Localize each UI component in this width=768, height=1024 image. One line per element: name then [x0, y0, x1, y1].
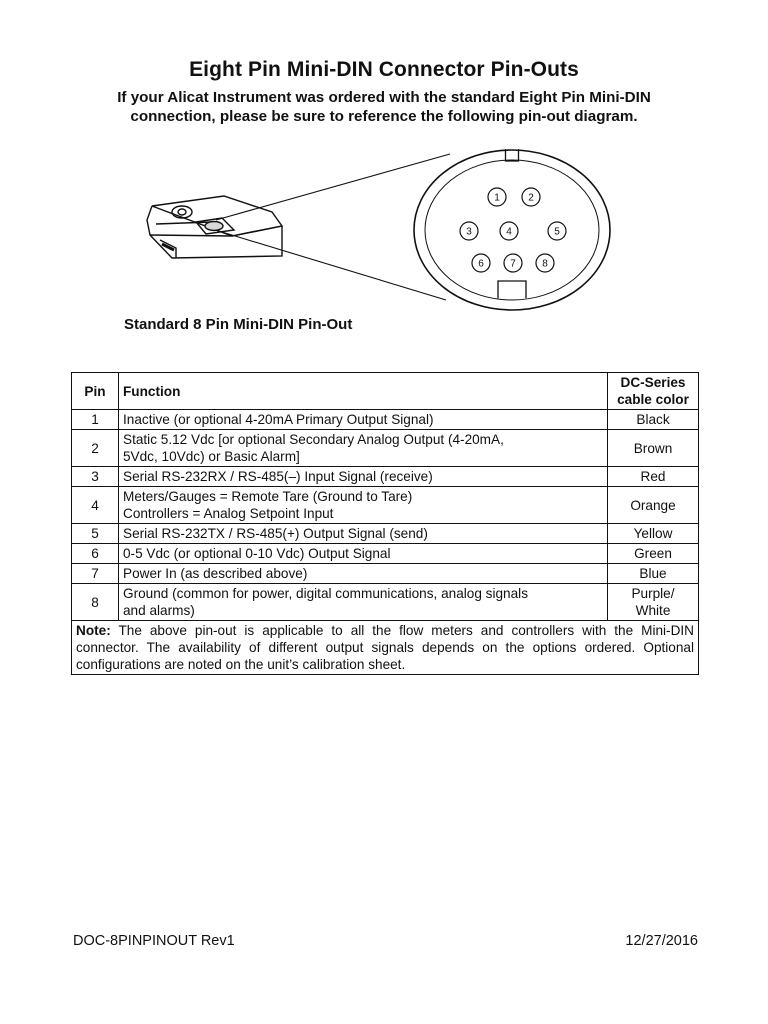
pin-number: 1: [494, 192, 500, 204]
document-date: 12/27/2016: [625, 933, 698, 949]
pin-cell: 1: [72, 410, 119, 430]
subtitle-line: connection, please be sure to reference the following pin-out diagram.: [130, 108, 638, 125]
color-cell: Green: [608, 544, 699, 564]
subtitle: [40, 88, 728, 126]
pin-cell: 5: [72, 524, 119, 544]
pin-cell: 6: [72, 544, 119, 564]
function-line: Ground (common for power, digital communications, analog signals: [123, 586, 528, 601]
color-cell: Yellow: [608, 524, 699, 544]
function-cell: [119, 430, 608, 467]
pin-number: 2: [528, 192, 534, 204]
table-row: [72, 584, 699, 621]
note-cell: [72, 621, 699, 675]
device-illustration: [147, 196, 282, 258]
color-cell: Orange: [608, 487, 699, 524]
function-cell: [119, 487, 608, 524]
table-row: [72, 524, 699, 544]
function-line: Static 5.12 Vdc [or optional Secondary Analog Output (4-20mA,: [123, 432, 504, 447]
header-function: Function: [119, 373, 608, 410]
subtitle-line: If your Alicat Instrument was ordered with the standard Eight Pin Mini-DIN: [117, 89, 651, 106]
connector-diagram: [0, 140, 768, 320]
function-cell: Inactive (or optional 4-20mA Primary Output Signal): [119, 410, 608, 430]
header-cable-color: [608, 373, 699, 410]
pin-number: 6: [478, 258, 484, 270]
table-row: [72, 544, 699, 564]
pin-cell: 3: [72, 467, 119, 487]
color-cell: Red: [608, 467, 699, 487]
pin-number: 5: [554, 226, 560, 238]
table-row: [72, 410, 699, 430]
color-cell: Black: [608, 410, 699, 430]
pin-number: 7: [510, 258, 516, 270]
color-cell: Blue: [608, 564, 699, 584]
pin-number: 4: [506, 226, 512, 238]
leader-line: [216, 154, 450, 220]
color-line: White: [635, 603, 671, 618]
header-pin: Pin: [72, 373, 119, 410]
table-row: [72, 467, 699, 487]
function-cell: [119, 584, 608, 621]
document-id: DOC-8PINPINOUT Rev1: [73, 933, 235, 949]
color-cell: Brown: [608, 430, 699, 467]
pin-cell: 7: [72, 564, 119, 584]
function-line: and alarms): [123, 603, 195, 618]
function-line: Controllers = Analog Setpoint Input: [123, 506, 334, 521]
function-cell: Power In (as described above): [119, 564, 608, 584]
note-label: Note:: [76, 623, 111, 638]
pin-cell: 4: [72, 487, 119, 524]
note-row: [72, 621, 699, 675]
leader-line: [222, 232, 446, 300]
diagram-caption: Standard 8 Pin Mini-DIN Pin-Out: [124, 316, 353, 333]
function-cell: Serial RS-232TX / RS-485(+) Output Signal (send): [119, 524, 608, 544]
table-row: [72, 564, 699, 584]
table-header-row: [72, 373, 699, 410]
page-title: Eight Pin Mini-DIN Connector Pin-Outs: [189, 58, 579, 81]
table-row: [72, 430, 699, 467]
pin-number: 8: [542, 258, 548, 270]
table-row: [72, 487, 699, 524]
header-cable-color-line: cable color: [617, 392, 689, 407]
pin-cell: 8: [72, 584, 119, 621]
pin-markers: [460, 188, 566, 272]
function-line: 5Vdc, 10Vdc) or Basic Alarm]: [123, 449, 300, 464]
function-cell: 0-5 Vdc (or optional 0-10 Vdc) Output Signal: [119, 544, 608, 564]
color-line: Purple/: [631, 586, 675, 601]
header-cable-color-line: DC-Series: [620, 375, 686, 390]
function-line: Meters/Gauges = Remote Tare (Ground to Tare): [123, 489, 413, 504]
note-text: The above pin-out is applicable to all the flow meters and controllers with the Mini-DIN connector. The availability of different output signals depends on the options ordered. Optional configurations are noted on the unit’s calibration sheet.: [76, 623, 694, 672]
function-cell: Serial RS-232RX / RS-485(–) Input Signal (receive): [119, 467, 608, 487]
pinout-table: [71, 372, 699, 675]
color-cell: [608, 584, 699, 621]
pin-cell: 2: [72, 430, 119, 467]
pin-number: 3: [466, 226, 472, 238]
